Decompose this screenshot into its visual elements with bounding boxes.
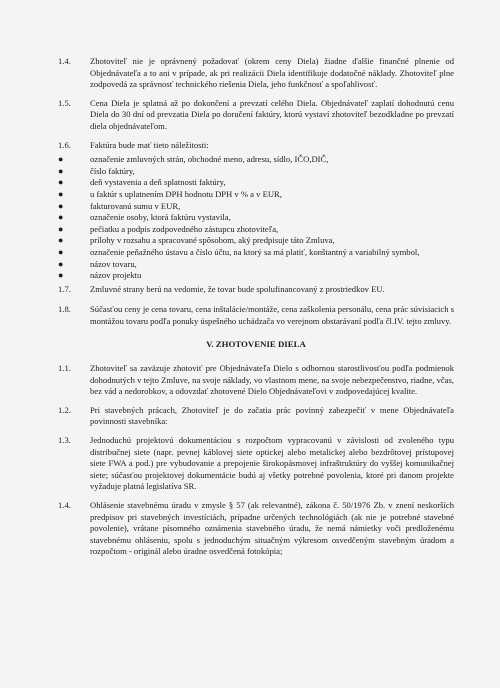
clause-text: Pri stavebných prácach, Zhotoviteľ je do začatia prác povinný zabezpečiť v mene Objednávateľa povinnosti stavebníka: [90, 404, 454, 427]
clause-number: 1.4. [58, 56, 71, 66]
clause-number: 1.1. [58, 363, 71, 374]
clause-number: 1.2. [58, 404, 71, 415]
bullet-icon: ● [58, 165, 64, 176]
clause-text: Jednoduchú projektovú dokumentáciou s rozpočtom vypracovanú v závislosti od zvoleného typu distribučnej siete (napr. pevnej káblovej siete optickej alebo metalickej alebo bezdrôtovej prístupovej siete FWA a pod.) pre vybudovanie a prepojenie širokopásmovej infraštruktúry do vyššej komunikačnej siete; súčasťou projektovej dokumentácie budú aj všetky potrebné povolenia, ktoré pri danom projekte vyžaduje platná legislatíva SR. [90, 435, 454, 492]
clause-v-1-1 [58, 363, 454, 398]
list-item: ● názov tovaru, [58, 258, 137, 269]
invoice-requirements-list [58, 154, 454, 282]
bullet-icon: ● [58, 270, 64, 281]
clause-1-5 [58, 98, 454, 133]
bullet-icon: ● [58, 235, 64, 246]
list-item: ● číslo faktúry, [58, 165, 135, 176]
clause-1-4 [58, 56, 454, 91]
bullet-icon: ● [58, 154, 64, 165]
bullet-icon: ● [58, 177, 64, 188]
list-item: ● označenie zmluvných strán, obchodné meno, adresu, sídlo, IČO,DIČ, [58, 154, 329, 165]
clause-number: 1.3. [58, 435, 71, 446]
clause-number: 1.8. [58, 304, 71, 315]
bullet-icon: ● [58, 212, 64, 223]
clause-1-6 [58, 140, 454, 152]
clause-number: 1.6. [58, 139, 71, 150]
clause-text: Zhotoviteľ sa zaväzuje zhotoviť pre Objednávateľa Dielo s odbornou starostlivosťou podľa podmienok dohodnutých v tejto Zmluve, na svoje náklady, vo vlastnom mene, na svoje nebezpečenstvo, riadne, včas, bez vád a nedorobkov, a odovzdať zhotovené Dielo Objednávateľovi v zodpovedajúcej kvalite. [90, 363, 454, 397]
list-item: ● označenie osoby, ktorá faktúru vystavila, [58, 212, 231, 223]
bullet-icon: ● [58, 258, 64, 269]
list-item: ● názov projektu [58, 270, 142, 281]
clause-text: Zmluvné strany berú na vedomie, že tovar bude spolufinancovaný z prostriedkov EU. [90, 283, 385, 294]
bullet-icon: ● [58, 246, 64, 257]
list-item: ● fakturovanú sumu v EUR, [58, 200, 181, 211]
bullet-icon: ● [58, 223, 64, 234]
clause-v-1-4 [58, 500, 454, 558]
clause-v-1-2 [58, 405, 454, 428]
bullet-icon: ● [58, 188, 64, 199]
clause-1-8 [58, 304, 454, 327]
list-item: ● deň vystavenia a deň splatnosti faktúry, [58, 177, 226, 188]
clause-1-7 [58, 284, 454, 296]
list-item: ● označenie peňažného ústavu a číslo účtu, na ktorý sa má platiť, konštantný a variabilný symbol, [58, 246, 420, 257]
list-item: ● prílohy v rozsahu a spracované spôsobom, aký predpisuje táto Zmluva, [58, 235, 335, 246]
clause-v-1-3 [58, 435, 454, 493]
list-item: ● pečiatku a podpis zodpovedného zástupcu zhotoviteľa, [58, 223, 279, 234]
list-item: ● u faktúr s uplatnením DPH hodnotu DPH v % a v EUR, [58, 188, 282, 199]
clause-number: 1.5. [58, 97, 71, 108]
clause-text: Ohlásenie stavebnému úradu v zmysle § 57 (ak relevantné), zákona č. 50/1976 Zb. v znení neskorších predpisov pri stavebných investíciách, prípadne určených technológiách (ak nie je potrebné stavebné povolenie), vrátane písomného oznámenia stavebného úradu, že nemá námietky voči predloženému stavebnému ohláseniu, spolu s jednoduchým situačným výkresom osvedčeným stavebným úradom a rozpočtom - originál alebo úradne osvedčená fotokópia; [90, 500, 454, 557]
clause-text: Súčasťou ceny je cena tovaru, cena inštalácie/montáže, cena zaškolenia personálu, cena prác súvisiacich s montážou tovaru podľa ponuky úspešného uchádzača vo verejnom obstarávaní podľa čl.IV. tejto zmluvy. [90, 304, 454, 326]
clause-text: Faktúra bude mať tieto náležitosti: [90, 139, 209, 150]
clause-number: 1.7. [58, 283, 71, 294]
section-heading: V. ZHOTOVENIE DIELA [206, 339, 306, 350]
clause-number: 1.4. [58, 500, 71, 510]
clause-text: Zhotoviteľ nie je oprávnený požadovať (okrem ceny Diela) žiadne ďalšie finančné plnenie od Objednávateľa a to ani v prípade, ak pri realizácii Diela identifikuje dodatočné náklady. Zhotoviteľ plne zodpovedá za správnosť technického riešenia Diela, jeho funkčnosť a spoľahlivosť. [90, 56, 454, 90]
bullet-icon: ● [58, 200, 64, 211]
clause-text: Cena Diela je splatná až po dokončení a prevzatí celého Diela. Objednávateľ zaplatí dohodnutú cenu Diela do 30 dní od prevzatia Diela po doručení faktúry, ktorú vystaví zhotoviteľ bezodkladne po prevzatí diela objednávateľom. [90, 97, 454, 131]
